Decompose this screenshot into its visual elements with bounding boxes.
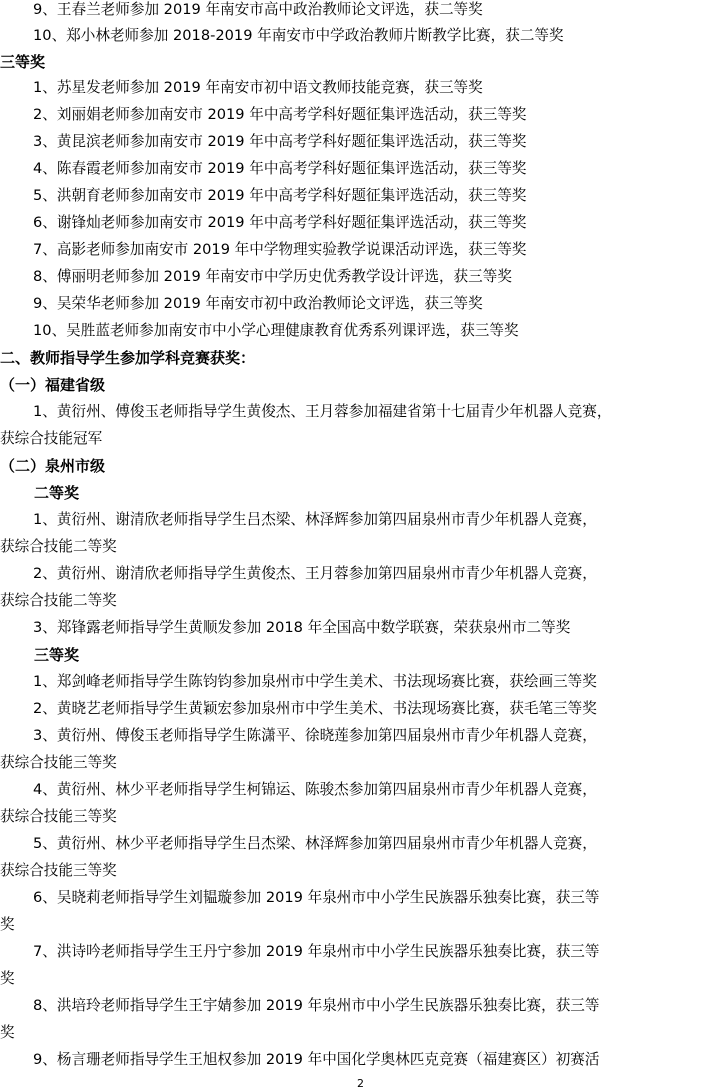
award-item-continuation: 获综合技能三等奖 [0, 754, 117, 771]
award-item: 7、高影老师参加南安市 2019 年中学物理实验教学说课活动评选，获三等奖 [33, 241, 527, 258]
award-item: 5、洪朝育老师参加南安市 2019 年中高考学科好题征集评选活动，获三等奖 [33, 187, 527, 204]
section-heading: 二、教师指导学生参加学科竞赛获奖： [0, 349, 256, 367]
section-heading: 三等奖 [0, 53, 46, 71]
subsection-heading: （一）福建省级 [0, 376, 106, 394]
award-item: 1、苏星发老师参加 2019 年南安市初中语文教师技能竞赛，获三等奖 [33, 79, 483, 96]
award-item: 2、黄晓艺老师指导学生黄颖宏参加泉州市中学生美术、书法现场赛比赛，获毛笔三等奖 [33, 700, 597, 717]
award-item-continuation: 获综合技能二等奖 [0, 538, 117, 555]
award-item-continuation: 奖 [0, 1024, 15, 1041]
award-item: 1、黄衍州、傅俊玉老师指导学生黄俊杰、王月蓉参加福建省第十七届青少年机器人竞赛， [33, 403, 612, 420]
award-item: 10、郑小林老师参加 2018-2019 年南安市中学政治教师片断教学比赛，获二等奖 [33, 27, 564, 44]
award-item: 8、傅丽明老师参加 2019 年南安市中学历史优秀教学设计评选，获三等奖 [33, 268, 512, 285]
award-item-continuation: 奖 [0, 970, 15, 987]
award-item-continuation: 获综合技能三等奖 [0, 808, 117, 825]
award-item: 9、王春兰老师参加 2019 年南安市高中政治教师论文评选，获二等奖 [33, 1, 483, 18]
award-item: 3、黄昆滨老师参加南安市 2019 年中高考学科好题征集评选活动，获三等奖 [33, 133, 527, 150]
award-item-continuation: 获综合技能三等奖 [0, 862, 117, 879]
award-item: 6、谢锋灿老师参加南安市 2019 年中高考学科好题征集评选活动，获三等奖 [33, 214, 527, 231]
award-item: 2、刘丽娟老师参加南安市 2019 年中高考学科好题征集评选活动，获三等奖 [33, 106, 527, 123]
subsection-heading: （二）泉州市级 [0, 457, 106, 475]
award-item: 7、洪诗吟老师指导学生王丹宁参加 2019 年泉州市中小学生民族器乐独奏比赛，获三等 [33, 943, 600, 960]
award-item: 9、吴荣华老师参加 2019 年南安市初中政治教师论文评选，获三等奖 [33, 295, 483, 312]
award-item: 10、吴胜蓝老师参加南安市中小学心理健康教育优秀系列课评选，获三等奖 [33, 322, 519, 339]
award-item-continuation: 获综合技能冠军 [0, 430, 103, 447]
award-item: 4、黄衍州、林少平老师指导学生柯锦运、陈骏杰参加第四届泉州市青少年机器人竞赛， [33, 781, 597, 798]
award-item: 3、黄衍州、傅俊玉老师指导学生陈潇平、徐晓莲参加第四届泉州市青少年机器人竞赛， [33, 727, 597, 744]
award-item: 1、郑剑峰老师指导学生陈钧钧参加泉州市中学生美术、书法现场赛比赛，获绘画三等奖 [33, 673, 597, 690]
award-item: 8、洪培玲老师指导学生王宇婧参加 2019 年泉州市中小学生民族器乐独奏比赛，获三等 [33, 997, 600, 1014]
award-item: 2、黄衍州、谢清欣老师指导学生黄俊杰、王月蓉参加第四届泉州市青少年机器人竞赛， [33, 565, 597, 582]
award-level-heading: 三等奖 [34, 646, 80, 664]
award-item: 1、黄衍州、谢清欣老师指导学生吕杰梁、林泽辉参加第四届泉州市青少年机器人竞赛， [33, 511, 597, 528]
award-item-continuation: 奖 [0, 916, 15, 933]
award-item: 9、杨言珊老师指导学生王旭权参加 2019 年中国化学奥林匹克竞赛（福建赛区）初赛活 [33, 1051, 600, 1068]
award-item: 5、黄衍州、林少平老师指导学生吕杰梁、林泽辉参加第四届泉州市青少年机器人竞赛， [33, 835, 597, 852]
award-item-continuation: 获综合技能二等奖 [0, 592, 117, 609]
award-item: 4、陈春霞老师参加南安市 2019 年中高考学科好题征集评选活动，获三等奖 [33, 160, 527, 177]
page-number: 2 [357, 1077, 364, 1090]
award-item: 3、郑锋露老师指导学生黄顺发参加 2018 年全国高中数学联赛，荣获泉州市二等奖 [33, 619, 571, 636]
award-level-heading: 二等奖 [34, 484, 80, 502]
award-item: 6、吴晓莉老师指导学生刘韫璇参加 2019 年泉州市中小学生民族器乐独奏比赛，获三等 [33, 889, 600, 906]
